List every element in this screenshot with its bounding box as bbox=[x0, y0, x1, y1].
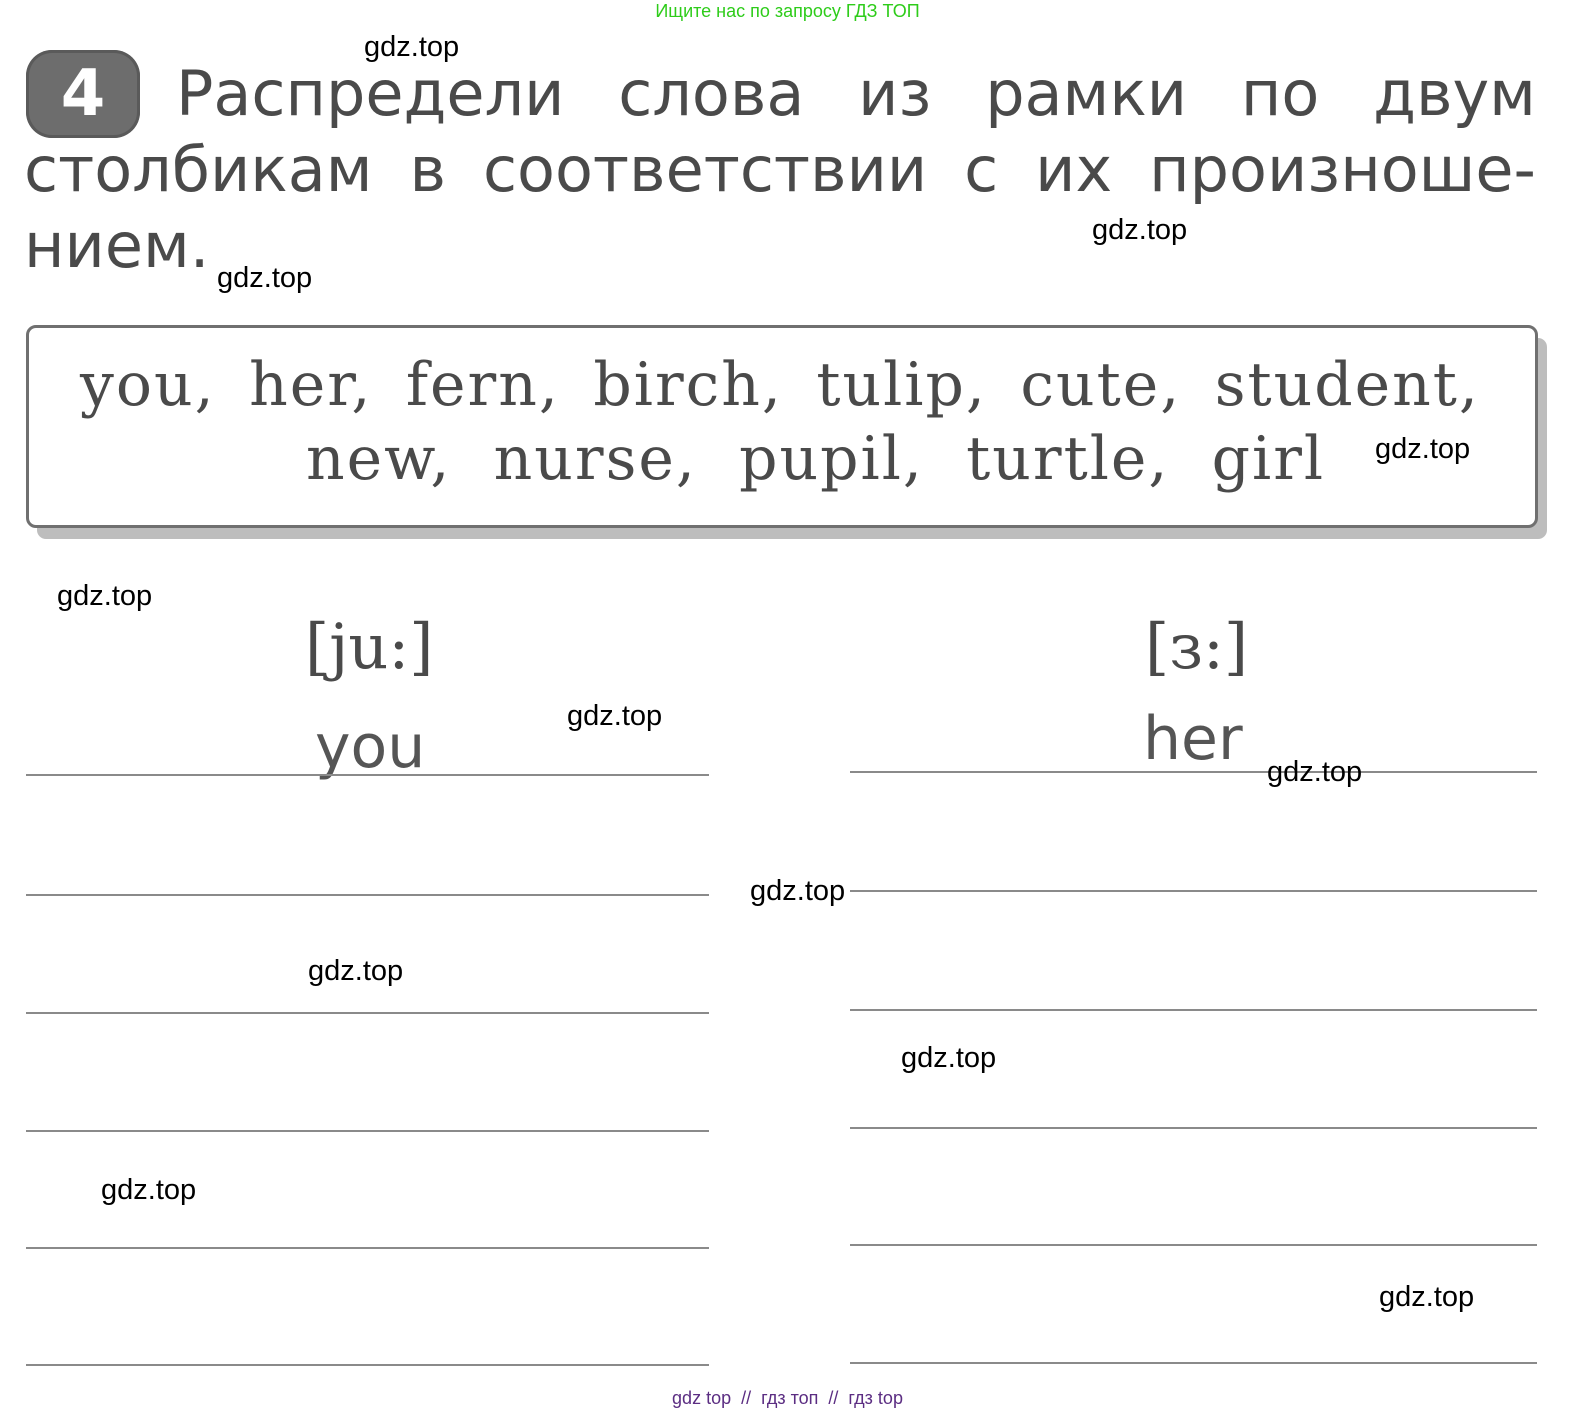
word-list-line-1 bbox=[80, 350, 1480, 420]
instruction-word: их bbox=[1035, 133, 1113, 206]
word-item: cute, bbox=[1020, 350, 1182, 420]
instruction-word: Распредели bbox=[176, 57, 565, 130]
word-item: you, bbox=[80, 350, 216, 420]
answer-line[interactable] bbox=[850, 1362, 1537, 1364]
instruction-word: с bbox=[964, 133, 999, 206]
instruction-word: столбикам bbox=[24, 133, 373, 206]
instruction-word: из bbox=[858, 57, 932, 130]
word-list-line-2: new, nurse, pupil, turtle, girl bbox=[306, 424, 1326, 494]
watermark: gdz.top bbox=[1267, 756, 1363, 788]
instruction-word: соответствии bbox=[482, 133, 928, 206]
watermark: gdz.top bbox=[217, 262, 313, 294]
watermark: gdz.top bbox=[57, 580, 153, 612]
answer-line[interactable] bbox=[850, 1009, 1537, 1011]
watermark: gdz.top bbox=[101, 1174, 197, 1206]
word-item: birch, bbox=[593, 350, 783, 420]
answer-line[interactable] bbox=[26, 1130, 709, 1132]
answer-her[interactable]: her bbox=[1143, 704, 1243, 774]
watermark: gdz.top bbox=[1092, 214, 1188, 246]
watermark: gdz.top bbox=[901, 1042, 997, 1074]
instruction-word: в bbox=[409, 133, 447, 206]
answer-line[interactable] bbox=[26, 894, 709, 896]
watermark: gdz.top bbox=[308, 955, 404, 987]
watermark: gdz.top bbox=[364, 31, 460, 63]
word-item: student, bbox=[1214, 350, 1480, 420]
answer-line[interactable] bbox=[850, 1244, 1537, 1246]
task-instruction-line-1 bbox=[176, 56, 1536, 132]
search-banner: Ищите нас по запросу ГДЗ ТОП bbox=[655, 1, 920, 21]
column-heading-ju: [ju:] bbox=[305, 610, 434, 683]
instruction-word: произноше- bbox=[1149, 133, 1536, 206]
watermark: gdz.top bbox=[1379, 1281, 1475, 1313]
task-number: 4 bbox=[60, 57, 106, 131]
answer-line[interactable] bbox=[850, 890, 1537, 892]
instruction-word: слова bbox=[618, 57, 805, 130]
word-item: tulip, bbox=[816, 350, 987, 420]
answer-line[interactable] bbox=[26, 774, 709, 776]
instruction-word: двум bbox=[1373, 57, 1536, 130]
column-heading-er: [з:] bbox=[1145, 610, 1249, 683]
answer-you[interactable]: you bbox=[315, 712, 426, 782]
answer-line[interactable] bbox=[26, 1012, 709, 1014]
answer-line[interactable] bbox=[26, 1247, 709, 1249]
footer-links[interactable]: gdz top // гдз топ // гдз top bbox=[672, 1388, 903, 1408]
word-item: her, bbox=[249, 350, 373, 420]
watermark: gdz.top bbox=[1375, 433, 1471, 465]
instruction-word: по bbox=[1240, 57, 1320, 130]
answer-line[interactable] bbox=[26, 1364, 709, 1366]
answer-line[interactable] bbox=[850, 771, 1537, 773]
watermark: gdz.top bbox=[567, 700, 663, 732]
task-instruction-line-2 bbox=[24, 132, 1536, 208]
watermark: gdz.top bbox=[750, 875, 846, 907]
instruction-word: рамки bbox=[985, 57, 1188, 130]
answer-line[interactable] bbox=[850, 1127, 1537, 1129]
word-item: fern, bbox=[405, 350, 560, 420]
task-instruction-line-3: нием. bbox=[24, 209, 210, 282]
